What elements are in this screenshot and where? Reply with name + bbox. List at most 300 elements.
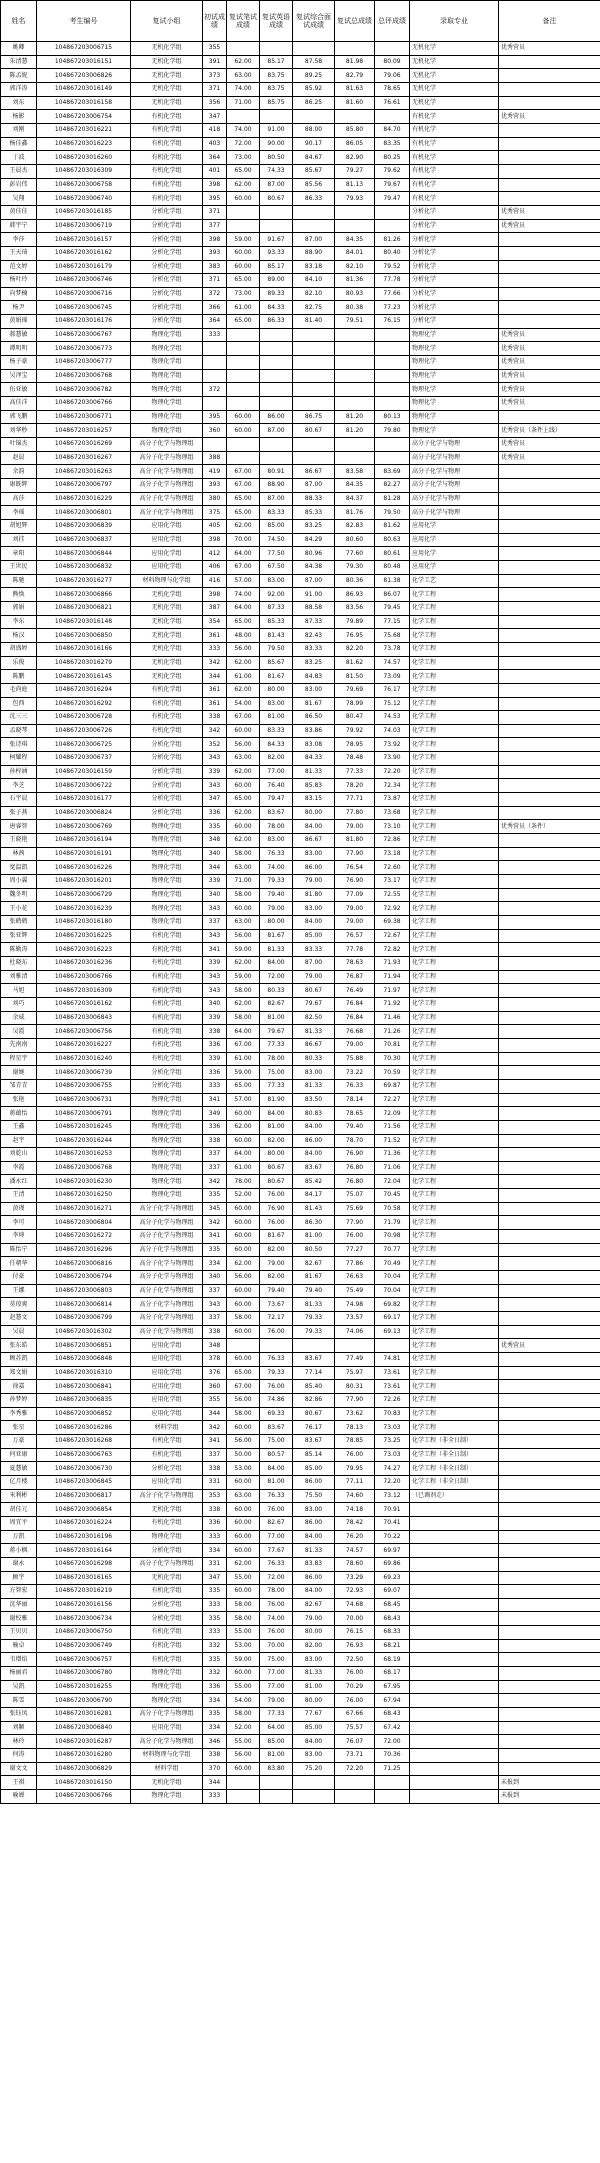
cell-interview-score: 77.14 <box>293 1366 335 1380</box>
cell-english-score: 79.67 <box>260 1025 293 1039</box>
cell-exam-id: 104867203006768 <box>37 1161 131 1175</box>
cell-name: 陈驰 <box>1 574 37 588</box>
cell-initial-score: 340 <box>203 888 227 902</box>
cell-name: 宽温凯 <box>1 861 37 875</box>
cell-final-score: 79.62 <box>375 164 410 178</box>
cell-final-score: 70.04 <box>375 1271 410 1285</box>
cell-written-score: 48.00 <box>227 629 260 643</box>
cell-initial-score <box>203 342 227 356</box>
cell-exam-id: 104867203006767 <box>37 328 131 342</box>
table-row <box>1 301 600 315</box>
cell-remarks: 优秀营员 <box>499 397 600 411</box>
cell-written-score: 56.00 <box>227 1271 260 1285</box>
cell-group: 有机化学组 <box>131 697 203 711</box>
cell-written-score: 67.00 <box>227 1038 260 1052</box>
cell-final-score: 70.30 <box>375 1052 410 1066</box>
table-row <box>1 287 600 301</box>
cell-name: 杨丽君 <box>1 1667 37 1681</box>
cell-written-score: 60.00 <box>227 424 260 438</box>
cell-name: 谭明明 <box>1 342 37 356</box>
cell-remarks: 优秀营员 <box>499 1339 600 1353</box>
cell-initial-score: 332 <box>203 1639 227 1653</box>
cell-english-score: 76.00 <box>260 1189 293 1203</box>
table-row <box>1 192 600 206</box>
cell-written-score: 53.00 <box>227 1639 260 1653</box>
cell-group: 物理化学组 <box>131 1107 203 1121</box>
cell-english-score: 79.33 <box>260 1366 293 1380</box>
cell-remarks <box>499 315 600 329</box>
cell-initial-score: 336 <box>203 1120 227 1134</box>
cell-group: 有机化学组 <box>131 110 203 124</box>
cell-major: 有机化学 <box>410 137 499 151</box>
cell-interview-score: 80.96 <box>293 547 335 561</box>
cell-retest-total <box>335 1790 375 1804</box>
cell-initial-score: 338 <box>203 1134 227 1148</box>
cell-remarks <box>499 533 600 547</box>
cell-remarks <box>499 492 600 506</box>
cell-initial-score: 332 <box>203 1667 227 1681</box>
cell-major: 物理化学 <box>410 397 499 411</box>
cell-exam-id: 104867203006722 <box>37 779 131 793</box>
cell-retest-total: 73.57 <box>335 1312 375 1326</box>
cell-name: 陈勤涛 <box>1 943 37 957</box>
cell-initial-score: 395 <box>203 410 227 424</box>
cell-name: 包西 <box>1 697 37 711</box>
cell-remarks <box>499 1530 600 1544</box>
cell-group: 无机化学组 <box>131 82 203 96</box>
cell-interview-score: 83.25 <box>293 519 335 533</box>
cell-english-score <box>260 342 293 356</box>
cell-retest-total: 81.20 <box>335 424 375 438</box>
cell-written-score: 65.00 <box>227 1366 260 1380</box>
cell-exam-id: 104867203016309 <box>37 164 131 178</box>
cell-exam-id: 104867203006814 <box>37 1298 131 1312</box>
cell-group: 物理化学组 <box>131 424 203 438</box>
cell-exam-id: 104867203006799 <box>37 1312 131 1326</box>
cell-retest-total: 74.06 <box>335 1325 375 1339</box>
cell-final-score: 74.81 <box>375 1353 410 1367</box>
cell-group: 有机化学组 <box>131 956 203 970</box>
cell-english-score: 81.90 <box>260 1093 293 1107</box>
table-row <box>1 519 600 533</box>
cell-interview-score: 91.00 <box>293 588 335 602</box>
cell-english-score: 72.00 <box>260 970 293 984</box>
cell-retest-total: 77.90 <box>335 1393 375 1407</box>
cell-exam-id: 104867203016201 <box>37 875 131 889</box>
cell-interview-score: 84.17 <box>293 1189 335 1203</box>
cell-initial-score: 380 <box>203 492 227 506</box>
cell-interview-score: 83.67 <box>293 1434 335 1448</box>
table-row <box>1 164 600 178</box>
cell-final-score: 77.15 <box>375 615 410 629</box>
cell-interview-score: 87.00 <box>293 233 335 247</box>
cell-interview-score: 88.00 <box>293 123 335 137</box>
cell-initial-score <box>203 438 227 452</box>
cell-remarks <box>499 1694 600 1708</box>
cell-interview-score: 85.00 <box>293 929 335 943</box>
cell-remarks <box>499 1448 600 1462</box>
cell-final-score: 68.17 <box>375 1667 410 1681</box>
table-row <box>1 1462 600 1476</box>
cell-major: 化学工程 <box>410 1107 499 1121</box>
cell-english-score: 76.33 <box>260 847 293 861</box>
cell-remarks <box>499 1462 600 1476</box>
cell-retest-total: 77.78 <box>335 943 375 957</box>
cell-group: 有机化学组 <box>131 1626 203 1640</box>
cell-initial-score: 371 <box>203 82 227 96</box>
table-row <box>1 1393 600 1407</box>
table-row <box>1 1202 600 1216</box>
cell-written-score: 60.00 <box>227 1107 260 1121</box>
cell-major: 化学工程 <box>410 1325 499 1339</box>
table-row <box>1 1585 600 1599</box>
cell-major <box>410 1557 499 1571</box>
table-row <box>1 629 600 643</box>
cell-group: 物理化学组 <box>131 875 203 889</box>
cell-written-score: 60.00 <box>227 1762 260 1776</box>
cell-name: 胡佳元 <box>1 1503 37 1517</box>
cell-remarks <box>499 465 600 479</box>
cell-initial-score: 416 <box>203 574 227 588</box>
table-row <box>1 383 600 397</box>
cell-written-score: 60.00 <box>227 1475 260 1489</box>
cell-english-score: 79.47 <box>260 793 293 807</box>
cell-final-score: 80.13 <box>375 410 410 424</box>
cell-final-score: 83.69 <box>375 465 410 479</box>
cell-retest-total: 78.14 <box>335 1093 375 1107</box>
cell-interview-score: 81.67 <box>293 1271 335 1285</box>
cell-written-score: 62.00 <box>227 178 260 192</box>
cell-group: 有机化学组 <box>131 1639 203 1653</box>
cell-written-score: 62.00 <box>227 683 260 697</box>
cell-english-score: 83.75 <box>260 69 293 83</box>
cell-retest-total: 82.83 <box>335 519 375 533</box>
cell-name: 王晨杰 <box>1 164 37 178</box>
table-row <box>1 1762 600 1776</box>
cell-major <box>410 1667 499 1681</box>
cell-initial-score: 364 <box>203 151 227 165</box>
cell-name: 周宜平 <box>1 1516 37 1530</box>
header-retest-total: 复试总成绩 <box>335 1 375 42</box>
table-row <box>1 137 600 151</box>
table-row <box>1 1216 600 1230</box>
cell-retest-total: 75.69 <box>335 1202 375 1216</box>
cell-group: 高分子化学与物理组 <box>131 1298 203 1312</box>
cell-initial-score: 395 <box>203 192 227 206</box>
cell-retest-total: 72.50 <box>335 1653 375 1667</box>
cell-major: 化学工程 <box>410 588 499 602</box>
cell-retest-total <box>335 110 375 124</box>
cell-remarks: 优秀营员 <box>499 438 600 452</box>
cell-exam-id: 104867203006780 <box>37 1667 131 1681</box>
cell-retest-total: 81.80 <box>335 834 375 848</box>
cell-exam-id: 104867203006749 <box>37 1639 131 1653</box>
cell-remarks: 优秀营员 <box>499 356 600 370</box>
cell-initial-score: 393 <box>203 246 227 260</box>
cell-major <box>410 1721 499 1735</box>
cell-name: 周小翼 <box>1 875 37 889</box>
cell-exam-id: 104867203006740 <box>37 192 131 206</box>
cell-major: 化学工程 <box>410 1216 499 1230</box>
cell-group: 分析化学组 <box>131 752 203 766</box>
cell-initial-score: 333 <box>203 1079 227 1093</box>
cell-final-score <box>375 438 410 452</box>
cell-remarks <box>499 779 600 793</box>
cell-initial-score: 339 <box>203 1011 227 1025</box>
cell-remarks <box>499 55 600 69</box>
cell-initial-score: 398 <box>203 178 227 192</box>
cell-english-score: 81.00 <box>260 711 293 725</box>
cell-interview-score: 83.67 <box>293 1161 335 1175</box>
table-row <box>1 793 600 807</box>
cell-major: 有机化学 <box>410 123 499 137</box>
header-final-score: 总评成绩 <box>375 1 410 42</box>
table-row <box>1 1161 600 1175</box>
cell-initial-score: 340 <box>203 847 227 861</box>
cell-initial-score: 364 <box>203 315 227 329</box>
cell-group: 分析化学组 <box>131 274 203 288</box>
cell-retest-total: 79.27 <box>335 164 375 178</box>
cell-written-score: 60.00 <box>227 1216 260 1230</box>
cell-final-score: 71.92 <box>375 997 410 1011</box>
cell-remarks <box>499 670 600 684</box>
cell-exam-id: 104867203016294 <box>37 683 131 697</box>
cell-retest-total: 78.63 <box>335 956 375 970</box>
cell-remarks <box>499 151 600 165</box>
cell-english-score: 85.67 <box>260 656 293 670</box>
cell-initial-score: 341 <box>203 1230 227 1244</box>
cell-final-score: 71.25 <box>375 1762 410 1776</box>
cell-english-score: 81.00 <box>260 1749 293 1763</box>
cell-interview-score: 86.67 <box>293 834 335 848</box>
cell-exam-id: 104867203006729 <box>37 888 131 902</box>
cell-group: 物理化学组 <box>131 1694 203 1708</box>
table-row <box>1 1011 600 1025</box>
cell-written-score: 60.00 <box>227 1516 260 1530</box>
cell-name: 方智宏 <box>1 1585 37 1599</box>
cell-exam-id: 104867203006794 <box>37 1271 131 1285</box>
cell-major: 高分子化学与物理 <box>410 451 499 465</box>
cell-name: 赵晨 <box>1 451 37 465</box>
table-row <box>1 110 600 124</box>
cell-interview-score <box>293 328 335 342</box>
cell-written-score: 59.00 <box>227 970 260 984</box>
cell-exam-id: 104867203016149 <box>37 82 131 96</box>
cell-remarks <box>499 1585 600 1599</box>
cell-interview-score: 80.67 <box>293 424 335 438</box>
cell-retest-total: 79.93 <box>335 192 375 206</box>
cell-exam-id: 104867203006766 <box>37 970 131 984</box>
cell-name: 刘华秒 <box>1 424 37 438</box>
header-row <box>1 1 600 42</box>
cell-name: 王鑫 <box>1 1120 37 1134</box>
cell-exam-id: 104867203006837 <box>37 533 131 547</box>
cell-interview-score: 83.50 <box>293 1093 335 1107</box>
table-row <box>1 1708 600 1722</box>
cell-name: 赵慧文 <box>1 1312 37 1326</box>
cell-name: 刘东 <box>1 96 37 110</box>
cell-major: 化学工程 <box>410 1202 499 1216</box>
cell-group: 分析化学组 <box>131 1462 203 1476</box>
table-row <box>1 219 600 233</box>
cell-english-score: 82.00 <box>260 1243 293 1257</box>
cell-initial-score: 342 <box>203 656 227 670</box>
cell-written-score: 61.00 <box>227 1052 260 1066</box>
cell-interview-score: 83.15 <box>293 793 335 807</box>
cell-written-score: 60.00 <box>227 260 260 274</box>
cell-retest-total: 83.58 <box>335 465 375 479</box>
cell-english-score: 85.17 <box>260 55 293 69</box>
cell-english-score: 86.00 <box>260 410 293 424</box>
cell-written-score: 58.00 <box>227 1312 260 1326</box>
cell-final-score: 84.70 <box>375 123 410 137</box>
cell-retest-total: 81.36 <box>335 274 375 288</box>
cell-major: 分析化学 <box>410 260 499 274</box>
cell-exam-id: 104867203016272 <box>37 1230 131 1244</box>
cell-major: 化学工程 <box>410 1038 499 1052</box>
cell-remarks <box>499 82 600 96</box>
cell-written-score: 60.00 <box>227 1134 260 1148</box>
cell-major: 化学工程 <box>410 1079 499 1093</box>
cell-english-score: 81.00 <box>260 1120 293 1134</box>
cell-remarks <box>499 943 600 957</box>
cell-initial-score: 344 <box>203 1407 227 1421</box>
table-row <box>1 1530 600 1544</box>
table-row <box>1 615 600 629</box>
cell-group: 物理化学组 <box>131 1134 203 1148</box>
cell-name: 李秀雅 <box>1 1407 37 1421</box>
cell-final-score: 73.90 <box>375 752 410 766</box>
cell-english-score: 83.80 <box>260 1762 293 1776</box>
cell-exam-id: 104867203016260 <box>37 151 131 165</box>
cell-retest-total: 76.54 <box>335 861 375 875</box>
cell-retest-total: 77.80 <box>335 806 375 820</box>
cell-name: 蒋小枫 <box>1 1544 37 1558</box>
cell-major: 应用化学 <box>410 519 499 533</box>
cell-major <box>410 1790 499 1804</box>
cell-name: 余威 <box>1 1011 37 1025</box>
cell-initial-score: 333 <box>203 642 227 656</box>
cell-major: 化学工程 <box>410 888 499 902</box>
cell-interview-score: 85.42 <box>293 1175 335 1189</box>
cell-group: 分析化学组 <box>131 793 203 807</box>
cell-name: 杨尹 <box>1 301 37 315</box>
cell-written-score: 65.00 <box>227 1079 260 1093</box>
cell-english-score: 78.00 <box>260 820 293 834</box>
cell-written-score: 59.00 <box>227 943 260 957</box>
cell-english-score: 78.00 <box>260 1585 293 1599</box>
cell-group: 无机化学组 <box>131 42 203 56</box>
cell-name: 沈三三 <box>1 711 37 725</box>
cell-english-score: 74.00 <box>260 1612 293 1626</box>
cell-initial-score: 334 <box>203 1694 227 1708</box>
cell-written-score: 56.00 <box>227 642 260 656</box>
cell-group: 应用化学组 <box>131 547 203 561</box>
cell-initial-score: 343 <box>203 902 227 916</box>
cell-written-score: 60.00 <box>227 1544 260 1558</box>
cell-major: 无机化学 <box>410 96 499 110</box>
cell-written-score: 58.00 <box>227 1011 260 1025</box>
cell-group: 应用化学组 <box>131 1393 203 1407</box>
cell-english-score: 76.90 <box>260 1202 293 1216</box>
cell-final-score: 78.65 <box>375 82 410 96</box>
table-header <box>1 1 600 42</box>
cell-initial-score: 335 <box>203 1243 227 1257</box>
cell-name: 杨汉 <box>1 629 37 643</box>
cell-exam-id: 104867203006737 <box>37 752 131 766</box>
cell-remarks: 优秀营员 <box>499 369 600 383</box>
table-row <box>1 1298 600 1312</box>
cell-interview-score: 80.67 <box>293 984 335 998</box>
cell-exam-id: 104867203016236 <box>37 956 131 970</box>
cell-final-score: 72.55 <box>375 888 410 902</box>
cell-exam-id: 104867203006845 <box>37 1475 131 1489</box>
cell-english-score: 84.33 <box>260 301 293 315</box>
cell-group: 有机化学组 <box>131 711 203 725</box>
cell-name: 林玲 <box>1 1735 37 1749</box>
cell-english-score <box>260 451 293 465</box>
cell-group: 高分子化学与物理组 <box>131 465 203 479</box>
cell-final-score: 68.43 <box>375 1612 410 1626</box>
cell-group: 物理化学组 <box>131 342 203 356</box>
cell-final-score: 67.42 <box>375 1721 410 1735</box>
cell-final-score <box>375 342 410 356</box>
cell-group: 无机化学组 <box>131 1571 203 1585</box>
cell-written-score: 58.00 <box>227 1598 260 1612</box>
cell-english-score: 87.33 <box>260 601 293 615</box>
cell-major: 化学工程 <box>410 1148 499 1162</box>
cell-remarks <box>499 1708 600 1722</box>
cell-written-score: 60.00 <box>227 820 260 834</box>
cell-initial-score: 335 <box>203 820 227 834</box>
cell-final-score: 72.00 <box>375 1735 410 1749</box>
cell-written-score: 58.00 <box>227 1612 260 1626</box>
cell-final-score: 73.03 <box>375 1421 410 1435</box>
cell-remarks <box>499 1189 600 1203</box>
cell-group: 高分子化学与物理组 <box>131 1735 203 1749</box>
cell-major: 分析化学 <box>410 315 499 329</box>
cell-written-score: 60.00 <box>227 1202 260 1216</box>
cell-written-score: 60.00 <box>227 1284 260 1298</box>
cell-final-score: 82.27 <box>375 479 410 493</box>
cell-remarks <box>499 1407 600 1421</box>
table-row <box>1 438 600 452</box>
cell-initial-score: 344 <box>203 861 227 875</box>
cell-written-score: 61.00 <box>227 1161 260 1175</box>
cell-initial-score: 336 <box>203 1680 227 1694</box>
cell-final-score: 79.45 <box>375 601 410 615</box>
cell-retest-total: 79.40 <box>335 1120 375 1134</box>
table-row <box>1 1544 600 1558</box>
table-row <box>1 997 600 1011</box>
cell-english-score: 91.67 <box>260 233 293 247</box>
cell-remarks <box>499 1093 600 1107</box>
cell-name: 谢文文 <box>1 1762 37 1776</box>
cell-remarks <box>499 929 600 943</box>
cell-english-score: 77.00 <box>260 1530 293 1544</box>
cell-english-score <box>260 356 293 370</box>
cell-major: 化学工程 <box>410 1134 499 1148</box>
cell-group: 有机化学组 <box>131 997 203 1011</box>
table-row <box>1 1052 600 1066</box>
cell-interview-score: 85.83 <box>293 779 335 793</box>
cell-interview-score: 84.29 <box>293 533 335 547</box>
cell-major: 物理化学 <box>410 383 499 397</box>
cell-initial-score: 361 <box>203 629 227 643</box>
cell-english-score: 80.50 <box>260 151 293 165</box>
cell-interview-score <box>293 397 335 411</box>
cell-major <box>410 1694 499 1708</box>
